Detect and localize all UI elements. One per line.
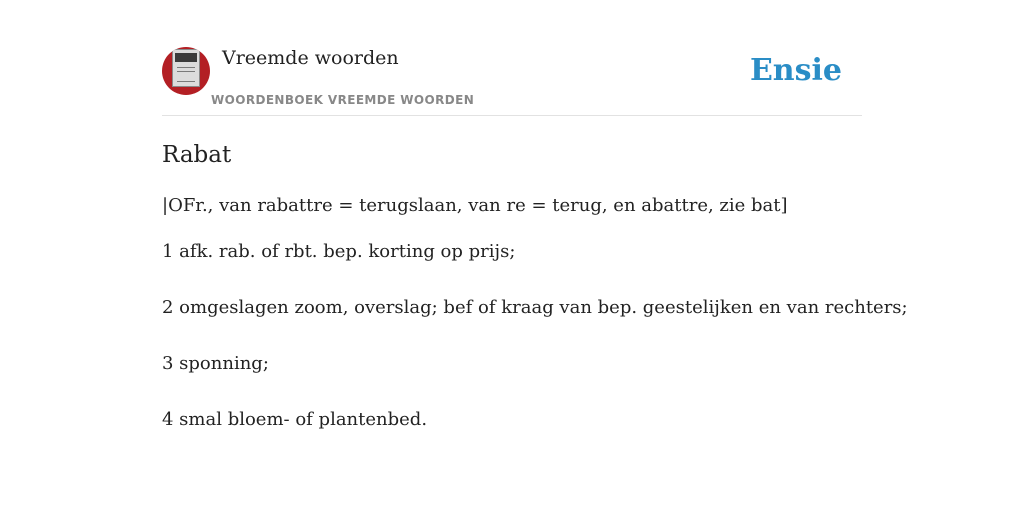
header (162, 45, 862, 116)
ensie-logo[interactable]: Ensie (749, 53, 842, 88)
book-cover-line (177, 67, 195, 68)
definition-list (162, 240, 908, 464)
page-container (162, 0, 908, 512)
book-cover-band (175, 53, 197, 62)
definition-item: 3 sponning; (162, 353, 269, 374)
dictionary-subtitle[interactable]: WOORDENBOEK VREEMDE WOORDEN (211, 93, 475, 107)
definition-item: 4 smal bloem- of plantenbed. (162, 409, 428, 430)
entry-word: Rabat (162, 142, 232, 168)
book-cover-line (177, 81, 195, 82)
entry-etymology: |OFr., van rabattre = terugslaan, van re = terug, en abattre, zie bat] (162, 195, 788, 216)
definition-item: 2 omgeslagen zoom, overslag; bef of kraag van bep. geestelijken en van rechters; (162, 297, 908, 318)
dictionary-avatar[interactable] (162, 47, 210, 95)
book-cover-line (177, 71, 195, 72)
definition-item: 1 afk. rab. of rbt. bep. korting op prijs; (162, 241, 516, 262)
dictionary-title[interactable]: Vreemde woorden (222, 47, 399, 69)
book-cover-icon (172, 49, 200, 87)
